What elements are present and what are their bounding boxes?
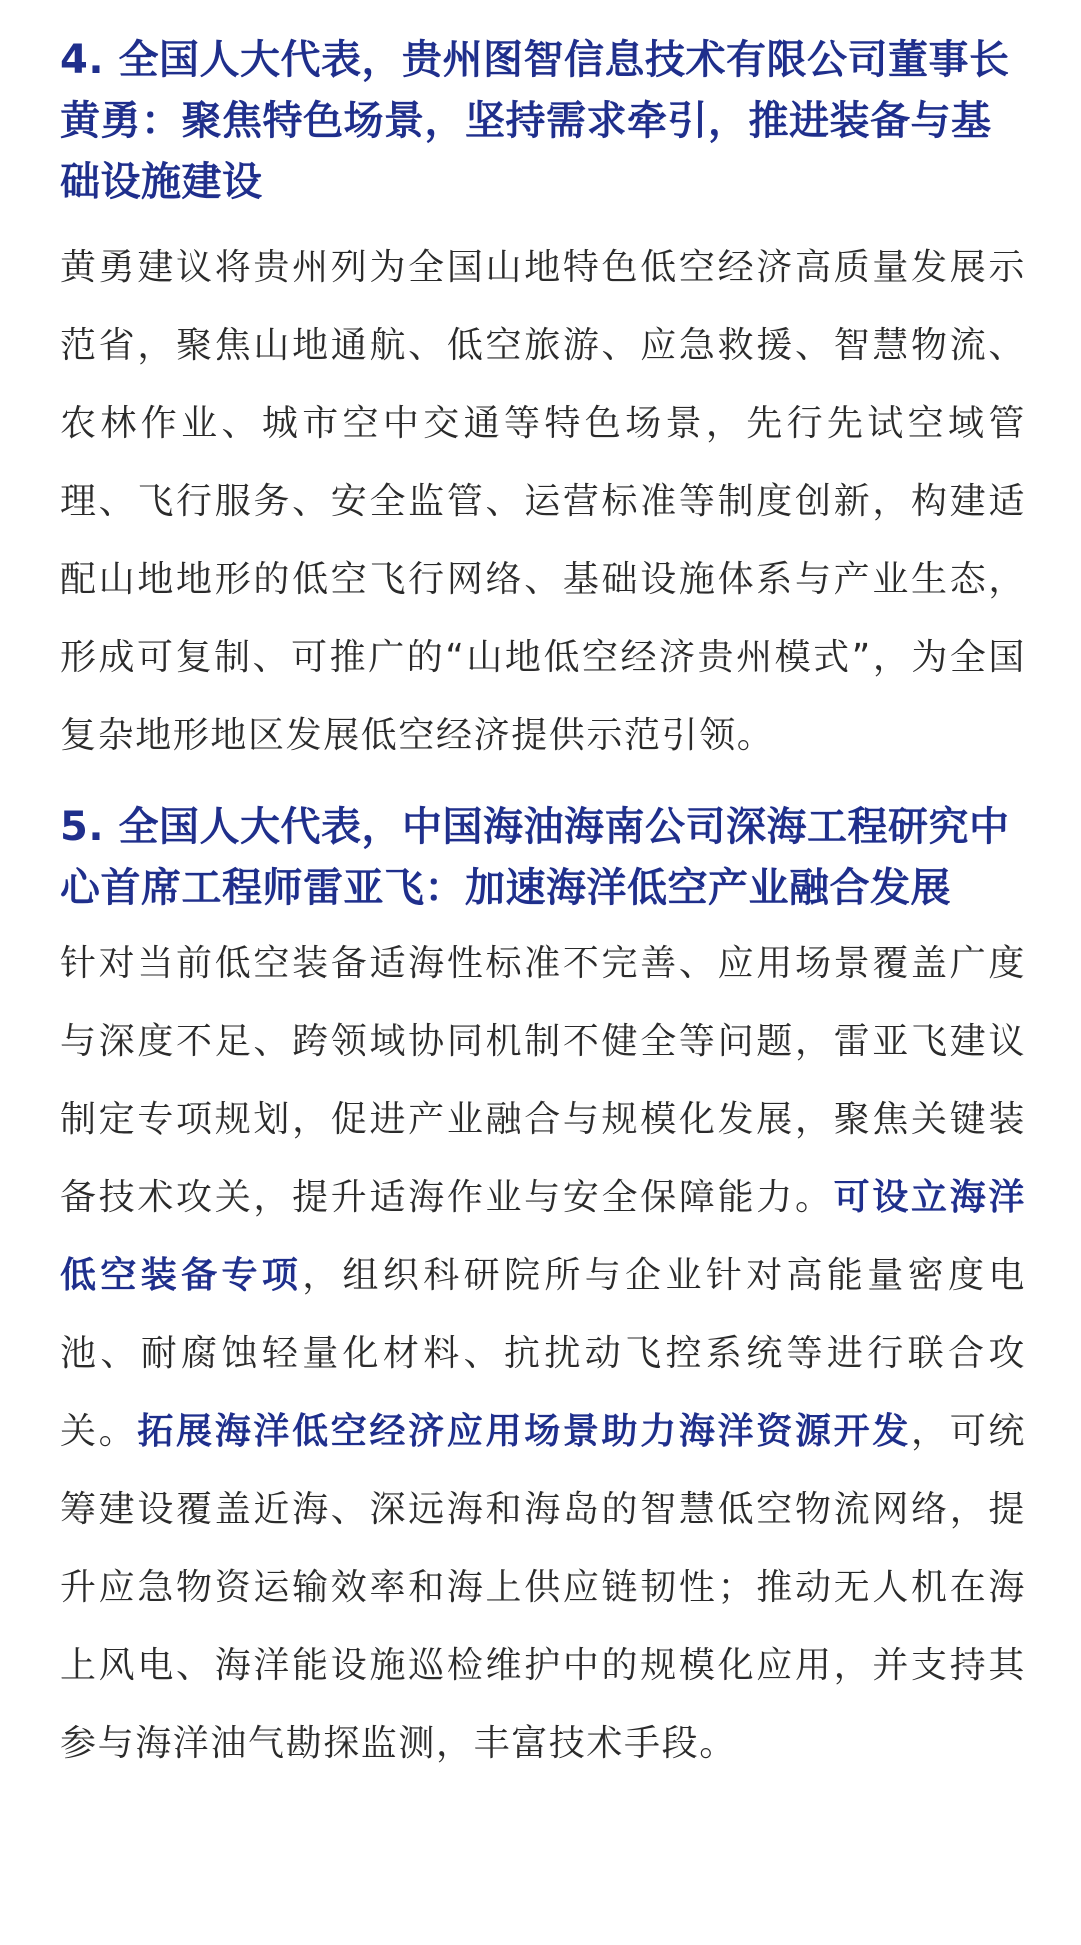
highlight-marine-equipment: 可设立海洋低空装备专项 (60, 1177, 1026, 1296)
section-4-heading: 4. 全国人大代表，贵州图智信息技术有限公司董事长黄勇：聚焦特色场景，坚持需求牵引，推进装备与基础设施建设 (60, 37, 1010, 205)
highlight-marine-scenarios: 拓展海洋低空经济应用场景助力海洋资源开发 (137, 1411, 912, 1452)
section-5-end-text: ，可统筹建设覆盖近海、深远海和海岛的智慧低空物流网络，提升应急物资运输效率和海上供应链韧性；推动无人机在海上风电、海洋能设施巡检维护中的规模化应用，并支持其参与海洋油气勘探监测，丰富技术手段。 (60, 1411, 1026, 1764)
section-4-paragraph: 黄勇建议将贵州列为全国山地特色低空经济高质量发展示范省，聚焦山地通航、低空旅游、应急救援、智慧物流、农林作业、城市空中交通等特色场景，先行先试空域管理、飞行服务、安全监管、运营标准等制度创新，构建适配山地地形的低空飞行网络、基础设施体系与产业生态，形成可复制、可推广的“山地低空经济贵州模式”，为全国复杂地形地区发展低空经济提供示范引领。 (60, 247, 1026, 756)
section-5-paragraph (60, 925, 1026, 1783)
section-5-intro-text: 针对当前低空装备适海性标准不完善、应用场景覆盖广度与深度不足、跨领域协同机制不健全等问题，雷亚飞建议制定专项规划，促进产业融合与规模化发展，聚焦关键装备技术攻关，提升适海作业与安全保障能力。 (60, 943, 1026, 1218)
section-5-heading: 5. 全国人大代表，中国海油海南公司深海工程研究中心首席工程师雷亚飞：加速海洋低空产业融合发展 (60, 804, 1010, 911)
article-content (60, 30, 1026, 1783)
section-5-middle-text: ，组织科研院所与企业针对高能量密度电池、耐腐蚀轻量化材料、抗扰动飞控系统等进行联合攻关。 (60, 1255, 1026, 1452)
